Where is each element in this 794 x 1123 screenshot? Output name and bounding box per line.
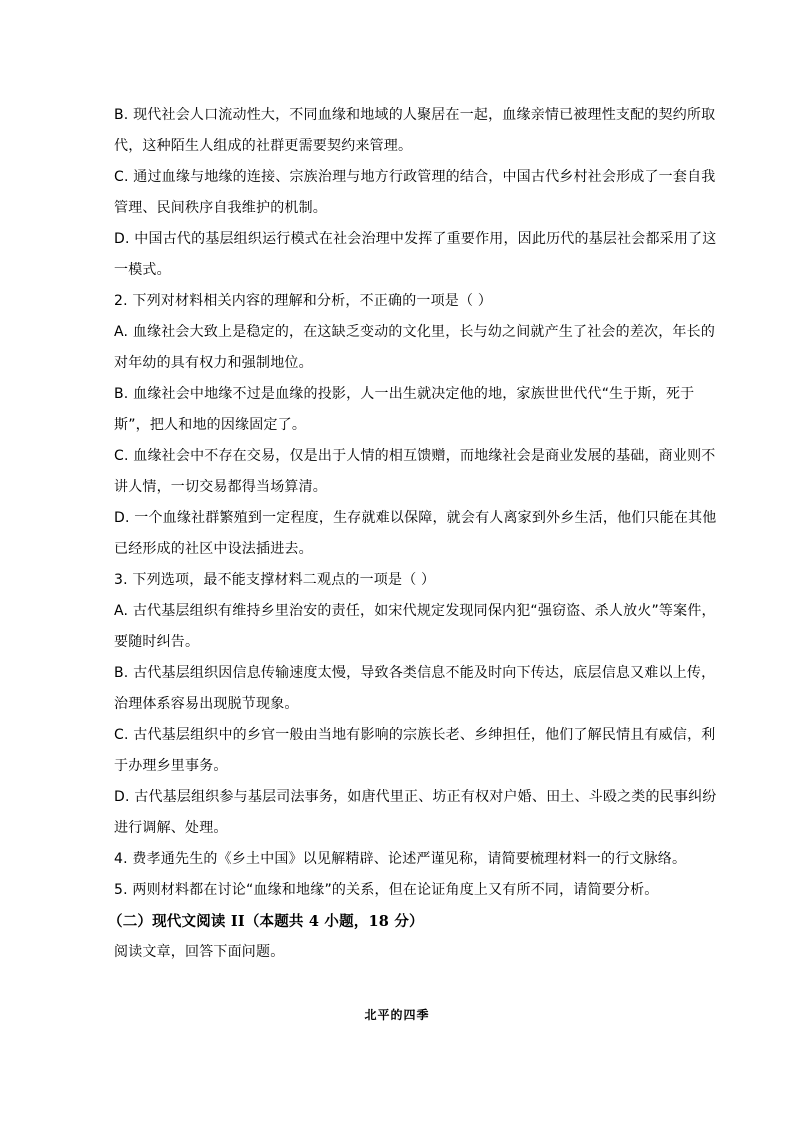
option-d-line-1: D. 中国古代的基层组织运行模式在社会治理中发挥了重要作用，因此历代的基层社会都采用了这 — [114, 231, 717, 247]
q3-option-b-line-1: B. 古代基层组织因信息传输速度太慢，导致各类信息不能及时向下传达，底层信息又难以上传， — [114, 665, 716, 681]
question-2-stem: 2. 下列对材料相关内容的理解和分析，不正确的一项是（ ） — [114, 293, 493, 309]
article-title: 北平的四季 — [364, 1008, 430, 1022]
question-3-stem: 3. 下列选项，最不能支撑材料二观点的一项是（ ） — [114, 572, 436, 588]
q2-option-b-line-1: B. 血缘社会中地缘不过是血缘的投影，人一出生就决定他的地，家族世世代代“生于斯，死于 — [114, 386, 695, 402]
option-b-line-2: 代，这种陌生人组成的社群更需要契约来管理。 — [114, 138, 413, 154]
section-heading: （二）现代文阅读 II（本题共 4 小题，18 分） — [108, 913, 424, 930]
question-5: 5. 两则材料都在讨论“血缘和地缘”的关系，但在论证角度上又有所不同，请简要分析。 — [114, 882, 659, 898]
reading-instruction: 阅读文章，回答下面问题。 — [114, 944, 285, 960]
option-c-line-1: C. 通过血缘与地缘的连接、宗族治理与地方行政管理的结合，中国古代乡村社会形成了一套自我 — [114, 169, 716, 185]
q3-option-b-line-2: 治理体系容易出现脱节现象。 — [114, 696, 299, 712]
q2-option-d-line-1: D. 一个血缘社群繁殖到一定程度，生存就难以保障，就会有人离家到外乡生活，他们只能在其他 — [114, 510, 717, 526]
q2-option-c-line-2: 讲人情，一切交易都得当场算清。 — [114, 479, 327, 495]
option-b-line-1: B. 现代社会人口流动性大，不同血缘和地域的人聚居在一起，血缘亲情已被理性支配的契约所取 — [114, 107, 716, 123]
q2-option-d-line-2: 已经形成的社区中设法插进去。 — [114, 541, 313, 557]
question-4: 4. 费孝通先生的《乡土中国》以见解精辟、论述严谨见称，请简要梳理材料一的行文脉络。 — [114, 851, 687, 867]
q3-option-c-line-2: 于办理乡里事务。 — [114, 758, 228, 774]
q3-option-d-line-1: D. 古代基层组织参与基层司法事务，如唐代里正、坊正有权对户婚、田土、斗殴之类的民事纠纷 — [114, 789, 717, 805]
q3-option-c-line-1: C. 古代基层组织中的乡官一般由当地有影响的宗族长老、乡绅担任，他们了解民情且有威信，利 — [114, 727, 716, 743]
q3-option-a-line-2: 要随时纠告。 — [114, 634, 200, 650]
q3-option-d-line-2: 进行调解、处理。 — [114, 820, 228, 836]
q2-option-a-line-1: A. 血缘社会大致上是稳定的，在这缺乏变动的文化里，长与幼之间就产生了社会的差次，年长的 — [114, 324, 716, 340]
option-d-line-2: 一模式。 — [114, 262, 171, 278]
option-c-line-2: 管理、民间秩序自我维护的机制。 — [114, 200, 327, 216]
document-body — [108, 100, 717, 968]
q2-option-c-line-1: C. 血缘社会中不存在交易，仅是出于人情的相互馈赠，而地缘社会是商业发展的基础，商业则不 — [114, 448, 716, 464]
q2-option-a-line-2: 对年幼的具有权力和强制地位。 — [114, 355, 313, 371]
q3-option-a-line-1: A. 古代基层组织有维持乡里治安的责任，如宋代规定发现同保内犯“强窃盗、杀人放火”等案件， — [114, 603, 716, 619]
q2-option-b-line-2: 斯”，把人和地的因缘固定了。 — [114, 417, 307, 433]
